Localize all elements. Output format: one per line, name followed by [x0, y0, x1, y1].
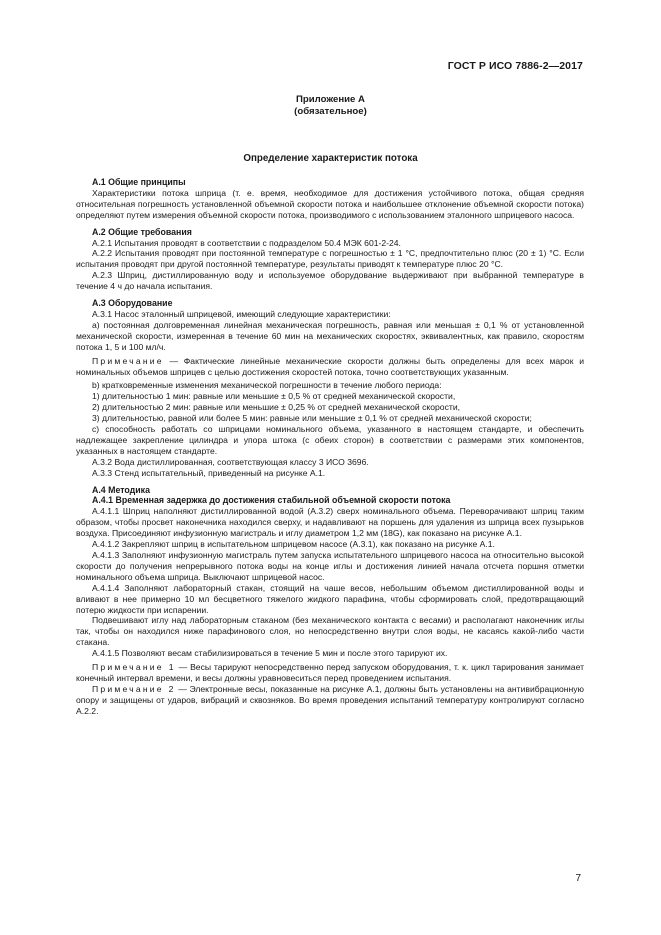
- document-body: [76, 177, 584, 717]
- paragraph: А.4.1.2 Закрепляют шприц в испытательном шприцевом насосе (А.3.1), как показано на рисунке А.1.: [92, 539, 495, 550]
- paragraph: А.3.1 Насос эталонный шприцевой, имеющий следующие характеристики:: [92, 308, 391, 319]
- note-text: — Весы тарируют непосредственно перед запуском оборудования, т. к. цикл тарирования занимает конечный интервал времени, и весы должны уравновеситься перед проведением испытания.: [76, 662, 585, 683]
- paragraph: b) кратковременные изменения механической погрешности в течение любого периода:: [92, 380, 442, 391]
- note-text: — Электронные весы, показанные на рисунке А.1, должны быть установлены на антивибрационную опору и защищены от ударов, вибраций и сквозняков. Во время проведения испытаний температуру контролируют согласно А.2.2.: [76, 683, 585, 716]
- paragraph: c) способность работать со шприцами номинального объема, указанного в настоящем стандарте, и обеспечить надлежащее закрепление цилиндра и упора штока (с обеих сторон) в соответствии с размерами этих компонентов, указанных в настоящем стандарте.: [76, 424, 584, 456]
- annex-subtitle: (обязательное): [294, 106, 367, 117]
- note-paragraph: [76, 356, 584, 378]
- paragraph: А.2.2 Испытания проводят при постоянной температуре с погрешностью ± 1 °С, предпочтительно плюс (20 ± 1) °С. Если испытания проводят при другой постоянной температуре, результаты приводят к температуре плюс 20 °С.: [76, 248, 584, 270]
- paragraph: А.4.1.3 Заполняют инфузионную магистраль путем запуска испытательного шприцевого насоса на относительно высокой скорости до получения непрерывного потока воды на конце иглы и достижения линией начала отсчета поршня отметки номинального объема шприца. Выключают шприцевой насос.: [76, 550, 584, 582]
- note-label: Примечание 2: [92, 683, 176, 694]
- note-paragraph: [76, 684, 584, 717]
- standard-header: ГОСТ Р ИСО 7886-2—2017: [447, 60, 583, 72]
- annex-heading: [0, 94, 661, 118]
- paragraph: А.2.3 Шприц, дистиллированную воду и используемое оборудование выдерживают при выбранной температуре в течение 4 ч до начала испытания.: [76, 270, 584, 292]
- subsection-heading: А.1 Общие принципы: [92, 177, 186, 187]
- paragraph: А.2.1 Испытания проводят в соответствии с подразделом 50.4 МЭК 601-2-24.: [92, 237, 401, 248]
- paragraph: А.4.1.4 Заполняют лабораторный стакан, стоящий на чаше весов, небольшим объемом дистиллированной воды и вливают в нее примерно 10 мл бесцветного тяжелого жидкого парафина, чтобы сформировать слой, предотвращающий потерю жидкости при испарении.: [76, 582, 584, 615]
- annex-title: Приложение А: [296, 94, 365, 105]
- note-label: Примечание 1: [92, 662, 176, 673]
- subsection-heading: А.4 Методика: [92, 484, 150, 495]
- note-label: Примечание: [92, 355, 164, 366]
- paragraph: Характеристики потока шприца (т. е. время, необходимое для достижения устойчивого потока, общая средняя относительная погрешность установленной объемной скорости потока и наибольшее отклонение объемной скорости потока) определяют путем измерения объемной скорости потока, производимого с использованием эталонного шприцевого насоса.: [76, 187, 584, 220]
- paragraph: а) постоянная долговременная линейная механическая погрешность, равная или меньшая ± 0,1 % от установленной механической скорости, измеренная в течение 60 мин на механических скоростях, эквивалентных, как правило, скоростям потока 1, 5 и 100 мл/ч.: [76, 319, 584, 352]
- paragraph: 2) длительностью 2 мин: равные или меньшие ± 0,25 % от средней механической скорости,: [92, 402, 461, 413]
- paragraph: А.3.3 Стенд испытательный, приведенный на рисунке А.1.: [92, 467, 326, 478]
- subsection-heading: А.2 Общие требования: [92, 226, 192, 237]
- paragraph: А.4.1.1 Шприц наполняют дистиллированной водой (А.3.2) сверх номинального объема. Переворачивают шприц таким образом, чтобы просвет наконечника находился сверху, и надавливают на поршень для удаления из шприца всех пузырьков воздуха. Присоединяют инфузионную магистраль и иглу диаметром 1,2 мм (18G), как показано на рисунке А.1.: [76, 506, 584, 539]
- section-title: Определение характеристик потока: [243, 153, 418, 164]
- subsection-heading: А.3 Оборудование: [92, 298, 173, 309]
- paragraph: 1) длительностью 1 мин: равные или меньшие ± 0,5 % от средней механической скорости,: [92, 391, 456, 402]
- page-number: 7: [575, 873, 581, 884]
- paragraph: А.4.1.5 Позволяют весам стабилизироваться в течение 5 мин и после этого тарируют их.: [92, 648, 448, 659]
- note-text: — Фактические линейные механические скорости должны быть определены для всех марок и номинальных объемов шприцев с целью достижения скоростей потока, точно соответствующих указанным.: [76, 355, 584, 377]
- subsection-heading: А.4.1 Временная задержка до достижения стабильной объемной скорости потока: [92, 495, 451, 506]
- note-paragraph: [76, 662, 584, 684]
- paragraph: А.3.2 Вода дистиллированная, соответствующая классу 3 ИСО 3696.: [92, 456, 369, 467]
- paragraph: Подвешивают иглу над лабораторным стаканом (без механического контакта с весами) и располагают наконечник иглы так, чтобы он находился ниже парафинового слоя, но непосредственно внутри слоя воды, не касаясь какой-либо части стакана.: [76, 615, 584, 648]
- paragraph: 3) длительностью, равной или более 5 мин: равные или меньшие ± 0,1 % от средней механической скорости;: [92, 413, 532, 424]
